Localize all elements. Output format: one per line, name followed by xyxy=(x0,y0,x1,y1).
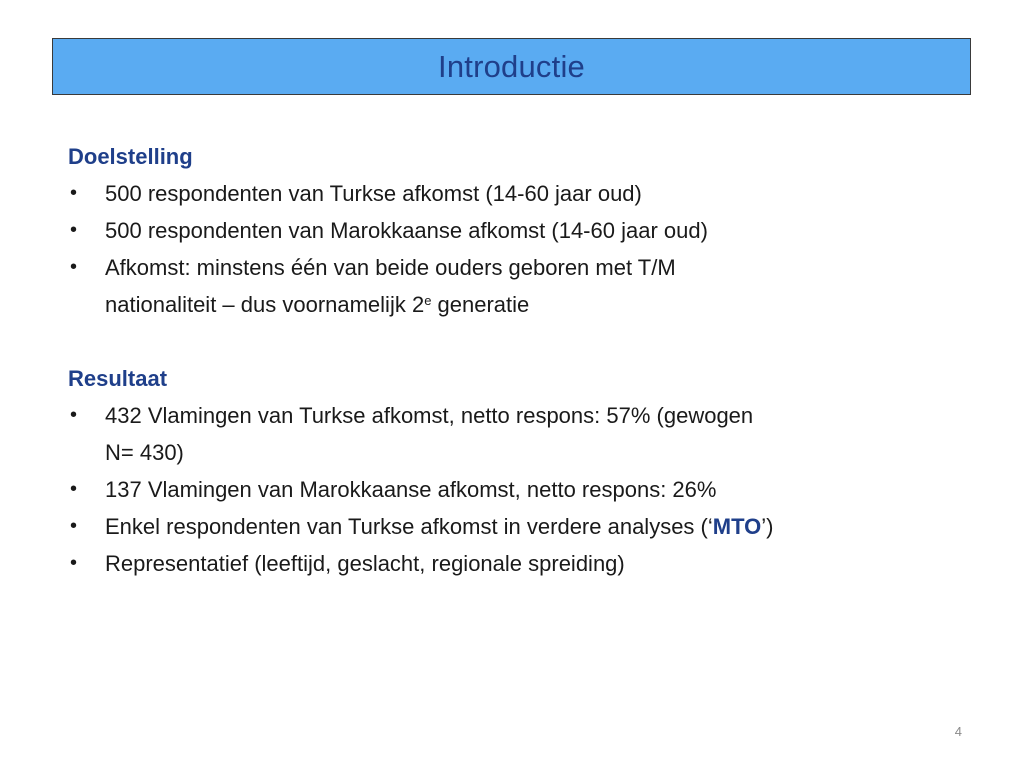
list-item-text: Afkomst: minstens één van beide ouders geboren met T/M xyxy=(105,255,676,280)
list-item xyxy=(68,545,968,582)
list-item-text: Representatief (leeftijd, geslacht, regionale spreiding) xyxy=(105,551,625,576)
bullet-icon: • xyxy=(70,515,78,537)
list-item-text: ’) xyxy=(761,514,774,539)
doelstelling-heading: Doelstelling xyxy=(68,144,193,169)
list-item xyxy=(68,471,968,508)
page-number: 4 xyxy=(954,724,962,739)
section-gap xyxy=(68,323,968,360)
slide-content xyxy=(68,138,968,582)
resultaat-heading: Resultaat xyxy=(68,366,168,391)
list-item xyxy=(68,249,968,323)
list-item-text: 500 respondenten van Turkse afkomst (14-60 jaar oud) xyxy=(105,181,642,206)
list-item-text: generatie xyxy=(431,292,530,317)
list-item xyxy=(68,397,968,471)
resultaat-list xyxy=(68,397,968,582)
doelstelling-list xyxy=(68,175,968,323)
slide-title: Introductie xyxy=(438,48,585,84)
bullet-icon: • xyxy=(70,219,78,241)
bullet-icon: • xyxy=(70,552,78,574)
title-bar xyxy=(52,38,971,95)
bullet-icon: • xyxy=(70,182,78,204)
bullet-icon: • xyxy=(70,256,78,278)
list-item-text: 137 Vlamingen van Marokkaanse afkomst, netto respons: 26% xyxy=(105,477,717,502)
mto-label: MTO xyxy=(712,514,762,539)
list-item-text: N= 430) xyxy=(105,440,184,465)
list-item-text: Enkel respondenten van Turkse afkomst in verdere analyses (‘ xyxy=(105,514,713,539)
list-item xyxy=(68,508,968,545)
superscript: e xyxy=(424,293,432,308)
bullet-icon: • xyxy=(70,478,78,500)
list-item-text: nationaliteit – dus voornamelijk 2 xyxy=(105,292,425,317)
list-item xyxy=(68,212,968,249)
list-item-text: 432 Vlamingen van Turkse afkomst, netto respons: 57% (gewogen xyxy=(105,403,754,428)
list-item-text: 500 respondenten van Marokkaanse afkomst (14-60 jaar oud) xyxy=(105,218,708,243)
bullet-icon: • xyxy=(70,404,78,426)
list-item xyxy=(68,175,968,212)
